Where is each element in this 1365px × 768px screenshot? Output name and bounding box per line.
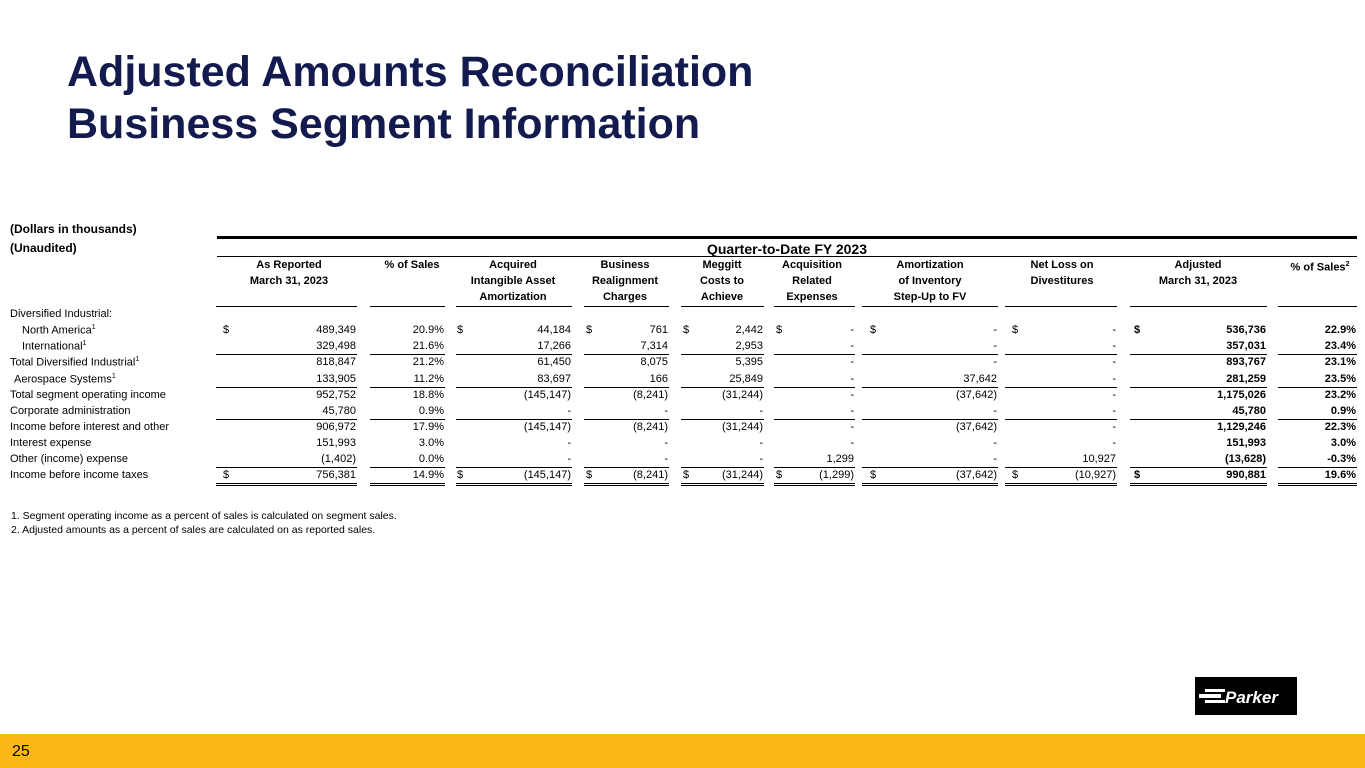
- cell-col-2: 11.2%: [413, 373, 444, 385]
- cell-col-5: -: [759, 405, 763, 417]
- row-rule: [584, 354, 669, 355]
- cell-col-6: 1,299: [826, 453, 854, 465]
- cell-col-10: 23.2%: [1324, 389, 1356, 401]
- row-rule: [1130, 419, 1267, 420]
- row-rule: [456, 419, 572, 420]
- row-rule: [1005, 419, 1117, 420]
- cell-col-5: (31,244): [722, 389, 763, 401]
- column-header-line: Business: [600, 259, 650, 271]
- total-double-rule: [1005, 483, 1117, 486]
- dollar-sign: $: [776, 469, 783, 481]
- cell-col-8: -: [1112, 389, 1116, 401]
- dollar-sign: $: [586, 324, 593, 336]
- column-header-line: % of Sales$^2$: [1290, 261, 1350, 274]
- cell-col-4: 761: [649, 324, 668, 336]
- column-header-line: Adjusted: [1174, 259, 1222, 271]
- table-row: [0, 403, 1365, 419]
- row-rule: [1278, 387, 1357, 388]
- cell-col-4: -: [664, 453, 668, 465]
- cell-col-5: -: [759, 437, 763, 449]
- cell-col-2: 21.2%: [412, 356, 444, 368]
- cell-col-10: 0.9%: [1330, 405, 1356, 417]
- cell-col-5: (31,244): [722, 469, 763, 481]
- row-label: Income before income taxes: [10, 469, 149, 481]
- column-header-line: Expenses: [786, 291, 838, 303]
- row-label: Other (income) expense: [10, 453, 128, 465]
- cell-col-10: 19.6%: [1324, 469, 1356, 481]
- header-footnote-mark: 2: [1345, 261, 1350, 268]
- cell-col-10: 23.1%: [1324, 356, 1356, 368]
- row-rule: [1005, 467, 1117, 468]
- cell-col-9: 281,259: [1226, 373, 1266, 385]
- row-rule: [1130, 387, 1267, 388]
- column-header-line: Acquired: [489, 259, 537, 271]
- row-label: Total Diversified Industrial$^1$: [10, 356, 140, 369]
- row-label: Corporate administration: [10, 405, 131, 417]
- column-header-7: [865, 257, 995, 305]
- cell-col-6: -: [850, 356, 854, 368]
- cell-col-2: 21.6%: [412, 340, 444, 352]
- table-row: [0, 354, 1365, 370]
- cell-col-4: (8,241): [633, 469, 668, 481]
- cell-col-3: -: [567, 437, 571, 449]
- row-rule: [1005, 387, 1117, 388]
- cell-col-4: 166: [649, 373, 668, 385]
- cell-col-2: 20.9%: [412, 324, 444, 336]
- row-rule: [862, 419, 998, 420]
- row-rule: [456, 354, 572, 355]
- table-row: [0, 419, 1365, 435]
- table-row: [0, 435, 1365, 451]
- cell-col-7: -: [993, 453, 997, 465]
- table-row: [0, 451, 1365, 467]
- column-header-9: [1133, 257, 1263, 289]
- cell-col-4: -: [664, 437, 668, 449]
- total-double-rule: [1130, 483, 1267, 486]
- total-double-rule: [370, 483, 445, 486]
- cell-col-10: 22.3%: [1324, 421, 1356, 433]
- cell-col-7: 37,642: [963, 373, 997, 385]
- row-rule: [1130, 354, 1267, 355]
- table-row: [0, 322, 1365, 338]
- column-header-line: March 31, 2023: [1158, 275, 1238, 287]
- cell-col-9: 1,175,026: [1217, 389, 1266, 401]
- total-double-rule: [862, 483, 998, 486]
- column-header-6: [747, 257, 877, 305]
- table-row: [0, 467, 1365, 483]
- page-title: [67, 46, 753, 150]
- cell-col-8: -: [1112, 340, 1116, 352]
- cell-col-9: 1,129,246: [1217, 421, 1266, 433]
- cell-col-1: 329,498: [316, 340, 356, 352]
- cell-col-5: 5,395: [735, 356, 763, 368]
- column-header-line: Amortization: [896, 259, 964, 271]
- column-header-line: Related: [792, 275, 832, 287]
- cell-col-4: 7,314: [640, 340, 668, 352]
- cell-col-2: 14.9%: [412, 469, 444, 481]
- cell-col-7: -: [993, 356, 997, 368]
- cell-col-1: 45,780: [322, 405, 356, 417]
- row-rule: [456, 387, 572, 388]
- cell-col-5: 2,953: [735, 340, 763, 352]
- cell-col-9: 536,736: [1226, 324, 1266, 336]
- row-label: North America$^1$: [22, 324, 96, 337]
- cell-col-10: 22.9%: [1324, 324, 1356, 336]
- column-header-line: Achieve: [700, 291, 744, 303]
- total-double-rule: [584, 483, 669, 486]
- cell-col-10: 23.4%: [1324, 340, 1356, 352]
- cell-col-3: 61,450: [537, 356, 571, 368]
- cell-col-2: 0.9%: [418, 405, 444, 417]
- cell-col-6: -: [850, 389, 854, 401]
- row-label: Interest expense: [10, 437, 92, 449]
- row-rule: [456, 467, 572, 468]
- column-header-line: Divestitures: [1030, 275, 1094, 287]
- parker-logo-mark: [1195, 677, 1297, 715]
- cell-col-10: 3.0%: [1330, 437, 1356, 449]
- column-header-8: [997, 257, 1127, 289]
- cell-col-5: 25,849: [729, 373, 763, 385]
- column-header-3: [448, 257, 578, 305]
- dollar-sign: $: [870, 469, 877, 481]
- cell-col-7: -: [993, 324, 997, 336]
- row-rule: [681, 354, 764, 355]
- total-double-rule: [456, 483, 572, 486]
- cell-col-2: 17.9%: [412, 421, 444, 433]
- row-rule: [862, 387, 998, 388]
- cell-col-5: -: [759, 453, 763, 465]
- table-row: [0, 387, 1365, 403]
- dollar-sign: $: [1134, 324, 1141, 336]
- row-rule: [216, 354, 357, 355]
- cell-col-8: -: [1112, 373, 1116, 385]
- cell-col-4: (8,241): [633, 389, 668, 401]
- row-rule: [1278, 419, 1357, 420]
- row-rule: [370, 467, 445, 468]
- total-double-rule: [681, 483, 764, 486]
- row-rule: [370, 419, 445, 420]
- page-number: 25: [12, 743, 30, 760]
- row-rule: [1130, 467, 1267, 468]
- row-label: Total segment operating income: [10, 389, 166, 401]
- cell-col-3: (145,147): [523, 469, 571, 481]
- cell-col-8: -: [1112, 405, 1116, 417]
- footnote-1: 1. Segment operating income as a percent of sales is calculated on segment sales.: [11, 510, 397, 522]
- dollar-sign: $: [457, 324, 464, 336]
- cell-col-3: (145,147): [523, 421, 571, 433]
- cell-col-8: -: [1112, 421, 1116, 433]
- cell-col-1: 818,847: [316, 356, 356, 368]
- dollar-sign: $: [1012, 469, 1019, 481]
- column-header-line: March 31, 2023: [249, 275, 329, 287]
- cell-col-6: -: [850, 324, 854, 336]
- dollar-sign: $: [776, 324, 783, 336]
- cell-col-4: (8,241): [633, 421, 668, 433]
- cell-col-2: 0.0%: [418, 453, 444, 465]
- cell-col-7: (37,642): [956, 421, 997, 433]
- cell-col-7: -: [993, 405, 997, 417]
- total-double-rule: [1278, 483, 1357, 486]
- section-label: Diversified Industrial:: [10, 308, 113, 320]
- table-row: [0, 371, 1365, 387]
- row-rule: [584, 467, 669, 468]
- cell-col-4: 8,075: [640, 356, 668, 368]
- cell-col-9: 893,767: [1226, 356, 1266, 368]
- cell-col-1: 489,349: [316, 324, 356, 336]
- parker-logo: [1195, 677, 1297, 715]
- dollar-sign: $: [683, 469, 690, 481]
- dollar-sign: $: [1134, 469, 1141, 481]
- column-header-line: Realignment: [591, 275, 658, 287]
- footnote-2: 2. Adjusted amounts as a percent of sales are calculated on as reported sales.: [11, 524, 376, 536]
- cell-col-5: (31,244): [722, 421, 763, 433]
- dollar-sign: $: [683, 324, 690, 336]
- dollars-note: (Dollars in thousands): [10, 222, 137, 236]
- dollar-sign: $: [870, 324, 877, 336]
- row-rule: [584, 387, 669, 388]
- cell-col-2: 3.0%: [418, 437, 444, 449]
- cell-col-6: -: [850, 421, 854, 433]
- cell-col-1: (1,402): [321, 453, 356, 465]
- cell-col-2: 18.8%: [412, 389, 444, 401]
- cell-col-8: (10,927): [1075, 469, 1116, 481]
- logo-text: Parker: [1225, 688, 1278, 707]
- row-rule: [1278, 354, 1357, 355]
- row-rule: [370, 354, 445, 355]
- column-header-line: Step-Up to FV: [893, 291, 967, 303]
- cell-col-3: 17,266: [537, 340, 571, 352]
- row-rule: [216, 419, 357, 420]
- cell-col-1: 906,972: [316, 421, 356, 433]
- cell-col-7: (37,642): [956, 389, 997, 401]
- cell-col-8: 10,927: [1082, 453, 1116, 465]
- column-header-line: of Inventory: [898, 275, 962, 287]
- cell-col-9: (13,628): [1225, 453, 1266, 465]
- cell-col-7: -: [993, 437, 997, 449]
- cell-col-6: -: [850, 405, 854, 417]
- cell-col-5: 2,442: [735, 324, 763, 336]
- cell-col-4: -: [664, 405, 668, 417]
- total-double-rule: [216, 483, 357, 486]
- dollar-sign: $: [1012, 324, 1019, 336]
- title-line-1: Adjusted Amounts Reconciliation: [67, 48, 754, 96]
- cell-col-9: 151,993: [1226, 437, 1266, 449]
- row-rule: [681, 419, 764, 420]
- dollar-sign: $: [457, 469, 464, 481]
- cell-col-3: -: [567, 453, 571, 465]
- cell-col-8: -: [1112, 324, 1116, 336]
- row-rule: [216, 467, 357, 468]
- cell-col-1: 133,905: [316, 373, 356, 385]
- cell-col-6: -: [850, 373, 854, 385]
- row-rule: [1005, 354, 1117, 355]
- cell-col-8: -: [1112, 356, 1116, 368]
- row-label: Aerospace Systems$^1$: [14, 373, 116, 386]
- unaudited-note: (Unaudited): [10, 241, 77, 255]
- title-line-2: Business Segment Information: [67, 100, 701, 148]
- cell-col-7: (37,642): [956, 469, 997, 481]
- period-header: Quarter-to-Date FY 2023: [217, 236, 1357, 257]
- table-row: [0, 338, 1365, 354]
- cell-col-10: 23.5%: [1324, 373, 1356, 385]
- row-rule: [774, 467, 855, 468]
- dollar-sign: $: [223, 469, 230, 481]
- cell-col-6: -: [850, 340, 854, 352]
- cell-col-8: -: [1112, 437, 1116, 449]
- total-double-rule: [774, 483, 855, 486]
- column-header-line: As Reported: [256, 259, 322, 271]
- cell-col-9: 45,780: [1232, 405, 1266, 417]
- row-rule: [216, 387, 357, 388]
- row-rule: [774, 354, 855, 355]
- column-header-line: Meggitt: [702, 259, 742, 271]
- cell-col-9: 990,881: [1226, 469, 1266, 481]
- column-header-line: Costs to: [700, 275, 744, 287]
- row-rule: [774, 419, 855, 420]
- row-rule: [584, 419, 669, 420]
- column-header-1: [224, 257, 354, 289]
- row-rule: [774, 387, 855, 388]
- footer-bar: [0, 734, 1365, 768]
- section-row: [0, 306, 1365, 322]
- dollar-sign: $: [223, 324, 230, 336]
- cell-col-3: 83,697: [537, 373, 571, 385]
- cell-col-3: 44,184: [537, 324, 571, 336]
- row-rule: [681, 387, 764, 388]
- cell-col-1: 756,381: [316, 469, 356, 481]
- cell-col-1: 952,752: [316, 389, 356, 401]
- row-label: Income before interest and other: [10, 421, 169, 433]
- column-header-10: [1255, 257, 1365, 276]
- column-header-line: Amortization: [479, 291, 547, 303]
- cell-col-9: 357,031: [1226, 340, 1266, 352]
- cell-col-10: -0.3%: [1327, 453, 1356, 465]
- cell-col-6: -: [850, 437, 854, 449]
- cell-col-1: 151,993: [316, 437, 356, 449]
- column-header-line: Acquisition: [782, 259, 842, 271]
- column-header-line: % of Sales: [384, 259, 440, 271]
- cell-col-7: -: [993, 340, 997, 352]
- row-rule: [862, 354, 998, 355]
- cell-col-6: (1,299): [819, 469, 854, 481]
- row-label: International$^1$: [22, 340, 87, 353]
- column-header-line: Charges: [602, 291, 648, 303]
- column-header-line: Intangible Asset: [470, 275, 556, 287]
- dollar-sign: $: [586, 469, 593, 481]
- row-rule: [370, 387, 445, 388]
- cell-col-3: -: [567, 405, 571, 417]
- row-rule: [862, 467, 998, 468]
- row-rule: [681, 467, 764, 468]
- column-header-line: Net Loss on: [1030, 259, 1094, 271]
- cell-col-3: (145,147): [523, 389, 571, 401]
- row-rule: [1278, 467, 1357, 468]
